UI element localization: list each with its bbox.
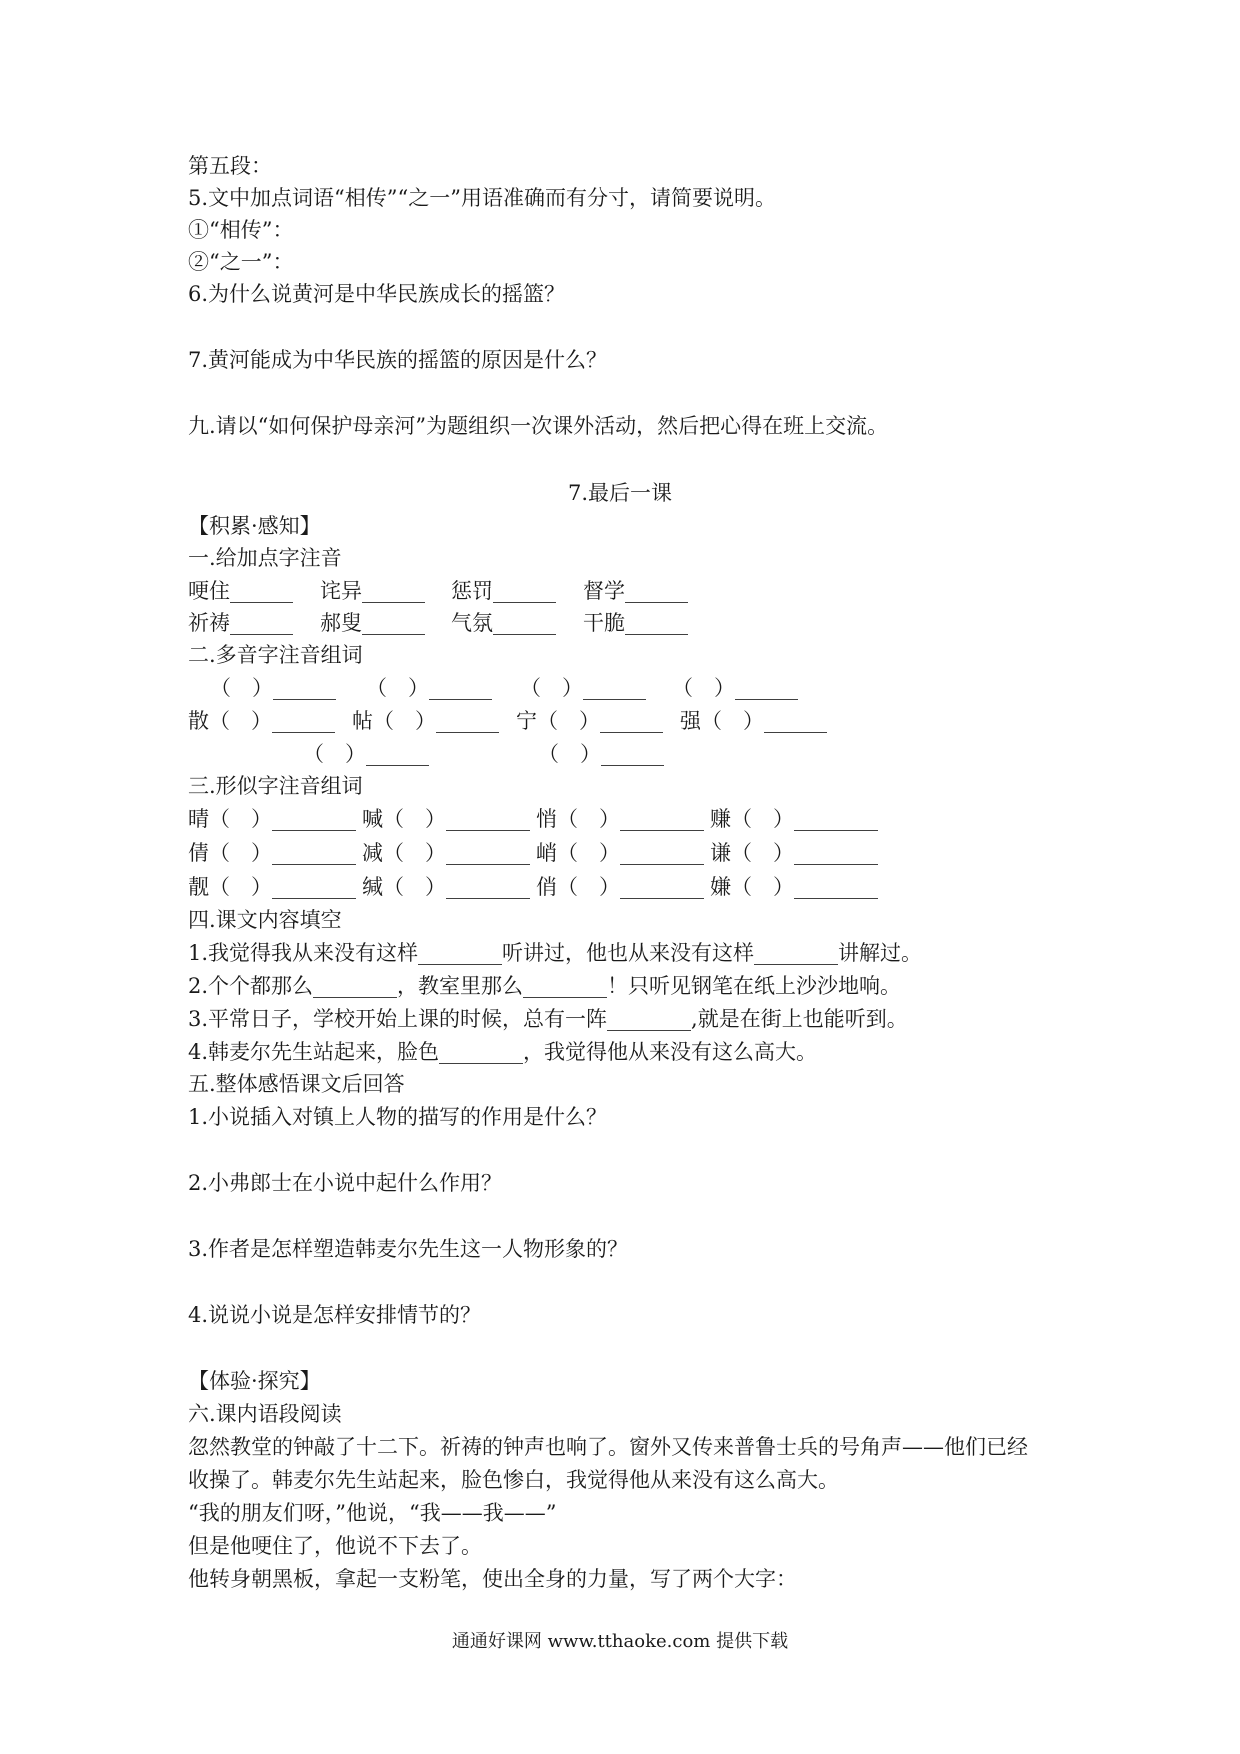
pinyin-item: 督学______ bbox=[583, 579, 688, 603]
similar-char-item: 晴（ ）________ bbox=[188, 807, 356, 831]
polyphone-blank: （ ）______ bbox=[303, 742, 429, 766]
passage-line: 忽然教堂的钟敲了十二下。祈祷的钟声也响了。窗外又传来普鲁士兵的号角声——他们已经 bbox=[188, 1435, 1028, 1459]
comprehension-question: 1.小说插入对镇上人物的描写的作用是什么？ bbox=[188, 1105, 608, 1129]
pinyin-item: 惩罚______ bbox=[451, 579, 556, 603]
part-heading-1: 【积累·感知】 bbox=[188, 514, 321, 538]
similar-char-item: 峭（ ）________ bbox=[536, 841, 704, 865]
pinyin-item: 祈祷______ bbox=[188, 611, 293, 635]
fill-blank-item: 4.韩麦尔先生站起来，脸色________，我觉得他从来没有这么高大。 bbox=[188, 1040, 818, 1064]
similar-char-item: 嫌（ ）________ bbox=[710, 875, 878, 899]
comprehension-question: 2.小弗郎士在小说中起什么作用？ bbox=[188, 1171, 503, 1195]
polyphone-item: 散（ ）______ bbox=[188, 709, 335, 733]
pinyin-item: 郝叟______ bbox=[320, 611, 425, 635]
pinyin-item: 哽住______ bbox=[188, 579, 293, 603]
section-1-title: 一.给加点字注音 bbox=[188, 546, 342, 570]
pinyin-item: 干脆______ bbox=[583, 611, 688, 635]
comprehension-question: 4.说说小说是怎样安排情节的？ bbox=[188, 1303, 482, 1327]
question-5a: ①“相传”： bbox=[188, 218, 294, 242]
part-heading-2: 【体验·探究】 bbox=[188, 1369, 321, 1393]
comprehension-question: 3.作者是怎样塑造韩麦尔先生这一人物形象的？ bbox=[188, 1237, 629, 1261]
pinyin-item: 气氛______ bbox=[451, 611, 556, 635]
question-7: 7.黄河能成为中华民族的摇篮的原因是什么？ bbox=[188, 348, 608, 372]
polyphone-blank: （ ）______ bbox=[210, 676, 336, 700]
question-9: 九.请以“如何保护母亲河”为题组织一次课外活动，然后把心得在班上交流。 bbox=[188, 414, 889, 438]
similar-char-item: 减（ ）________ bbox=[362, 841, 530, 865]
passage-line: “我的朋友们呀，”他说，“我——我——” bbox=[188, 1501, 557, 1525]
question-6: 6.为什么说黄河是中华民族成长的摇篮？ bbox=[188, 282, 566, 306]
polyphone-blank: （ ）______ bbox=[538, 742, 664, 766]
lesson-title: 7.最后一课 bbox=[567, 481, 673, 505]
pinyin-item: 诧异______ bbox=[320, 579, 425, 603]
similar-char-item: 谦（ ）________ bbox=[710, 841, 878, 865]
section-heading: 第五段： bbox=[188, 154, 272, 178]
passage-line: 收操了。韩麦尔先生站起来，脸色惨白，我觉得他从来没有这么高大。 bbox=[188, 1468, 839, 1492]
polyphone-item: 帖（ ）______ bbox=[352, 709, 499, 733]
footer-credit: 通通好课网 www.tthaoke.com 提供下载 bbox=[451, 1631, 789, 1652]
similar-char-item: 缄（ ）________ bbox=[362, 875, 530, 899]
passage-line: 但是他哽住了，他说不下去了。 bbox=[188, 1534, 482, 1558]
fill-blank-item: 3.平常日子，学校开始上课的时候，总有一阵________,就是在街上也能听到。 bbox=[188, 1007, 908, 1031]
polyphone-blank: （ ）______ bbox=[366, 676, 492, 700]
section-3-title: 三.形似字注音组词 bbox=[188, 774, 363, 798]
section-5-title: 五.整体感悟课文后回答 bbox=[188, 1072, 405, 1096]
similar-char-item: 倩（ ）________ bbox=[188, 841, 356, 865]
fill-blank-item: 2.个个都那么________，教室里那么________！只听见钢笔在纸上沙沙地响。 bbox=[188, 974, 902, 998]
similar-char-item: 悄（ ）________ bbox=[536, 807, 704, 831]
similar-char-item: 俏（ ）________ bbox=[536, 875, 704, 899]
polyphone-item: 强（ ）______ bbox=[680, 709, 827, 733]
polyphone-item: 宁（ ）______ bbox=[516, 709, 663, 733]
question-5: 5.文中加点词语“相传”“之一”用语准确而有分寸，请简要说明。 bbox=[188, 186, 776, 210]
similar-char-item: 靓（ ）________ bbox=[188, 875, 356, 899]
similar-char-item: 喊（ ）________ bbox=[362, 807, 530, 831]
section-2-title: 二.多音字注音组词 bbox=[188, 643, 363, 667]
section-6-title: 六.课内语段阅读 bbox=[188, 1402, 342, 1426]
fill-blank-item: 1.我觉得我从来没有这样________听讲过，他也从来没有这样________讲解过。 bbox=[188, 941, 923, 965]
section-4-title: 四.课文内容填空 bbox=[188, 908, 342, 932]
passage-line: 他转身朝黑板，拿起一支粉笔，使出全身的力量，写了两个大字： bbox=[188, 1567, 797, 1591]
question-5b: ②“之一”： bbox=[188, 250, 294, 274]
polyphone-blank: （ ）______ bbox=[672, 676, 798, 700]
similar-char-item: 赚（ ）________ bbox=[710, 807, 878, 831]
polyphone-blank: （ ）______ bbox=[520, 676, 646, 700]
